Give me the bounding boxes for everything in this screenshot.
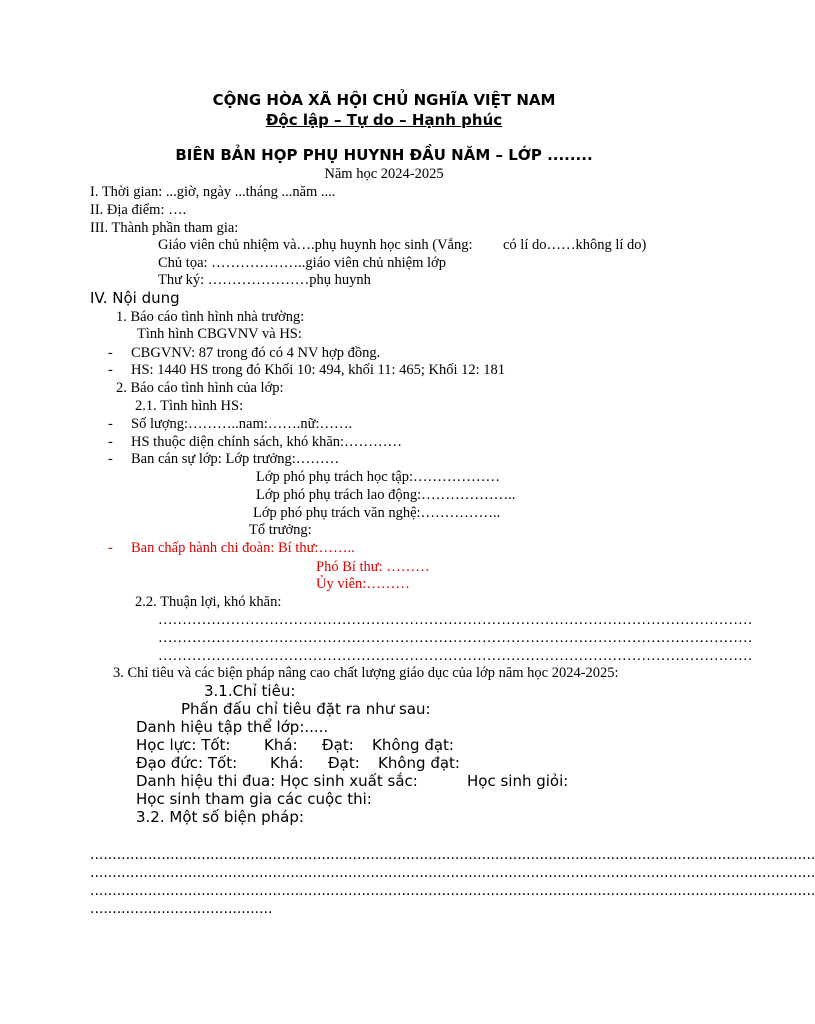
conduct-fair: Khá:	[270, 754, 304, 772]
officer-arts: Lớp phó phụ trách văn nghệ:……………..	[253, 505, 501, 521]
section-content: IV. Nội dung	[90, 289, 180, 307]
student-count: HS: 1440 HS trong đó Khối 10: 494, khối 11: 465; Khối 12: 181	[131, 362, 506, 378]
dotted-fill-line: ...................................................................................................................................................................	[90, 883, 815, 899]
section-participants: III. Thành phần tham gia:	[90, 220, 239, 236]
collective-title: Danh hiệu tập thể lớp:.....	[136, 718, 329, 736]
item2-title: 2. Báo cáo tình hình của lớp:	[116, 380, 284, 396]
bullet-dash: -	[108, 345, 113, 361]
participants-absence: có lí do……không lí do)	[503, 237, 647, 253]
bullet-dash: -	[108, 451, 113, 467]
bullet-dash: -	[108, 416, 113, 432]
bullet-dash: -	[108, 434, 113, 450]
item3-sub1: 3.1.Chỉ tiêu:	[204, 682, 296, 700]
academic-fair: Khá:	[264, 736, 298, 754]
dotted-fill-line: ……………………………………………………………………………………………………………	[158, 648, 753, 664]
document-title: BIÊN BẢN HỌP PHỤ HUYNH ĐẦU NĂM – LỚP ........	[175, 146, 593, 164]
dotted-fill-line: ...................................................................................................................................................................	[90, 865, 815, 881]
participants-line: Giáo viên chủ nhiệm và….phụ huynh học sinh (Vắng:	[158, 237, 473, 253]
targets-lead: Phấn đấu chỉ tiêu đặt ra như sau:	[181, 700, 431, 718]
officer-labor: Lớp phó phụ trách lao động:………………..	[256, 487, 516, 503]
academic-fail: Không đạt:	[372, 736, 454, 754]
staff-count: CBGVNV: 87 trong đó có 4 NV hợp đồng.	[131, 345, 381, 361]
contest-participants: Học sinh tham gia các cuộc thi:	[136, 790, 372, 808]
policy-students: HS thuộc diện chính sách, khó khăn:…………	[131, 434, 403, 450]
academic-good: Học lực: Tốt:	[136, 736, 231, 754]
emulation-good: Học sinh giỏi:	[467, 772, 569, 790]
item1-subtitle: Tình hình CBGVNV và HS:	[137, 326, 302, 342]
union-secretary: Ban chấp hành chi đoàn: Bí thư:……..	[131, 540, 355, 556]
academic-pass: Đạt:	[322, 736, 354, 754]
item1-title: 1. Báo cáo tình hình nhà trường:	[116, 309, 305, 325]
school-year: Năm học 2024-2025	[324, 166, 444, 182]
class-size: Số lượng:………..nam:…….nữ:…….	[131, 416, 353, 432]
emulation-excellent: Danh hiệu thi đua: Học sinh xuất sắc:	[136, 772, 418, 790]
dotted-fill-line: ...................................................................................................................................................................	[90, 847, 815, 863]
union-vice-secretary: Phó Bí thư: ………	[316, 559, 430, 575]
item2-advantages: 2.2. Thuận lợi, khó khăn:	[135, 594, 282, 610]
conduct-fail: Không đạt:	[378, 754, 460, 772]
item3-sub2: 3.2. Một số biện pháp:	[136, 808, 304, 826]
bullet-dash: -	[108, 362, 113, 378]
section-place: II. Địa điểm: ….	[90, 202, 187, 218]
national-motto: Độc lập – Tự do – Hạnh phúc	[265, 111, 503, 129]
chairperson-line: Chủ tọa: ………………..giáo viên chủ nhiệm lớp	[158, 255, 446, 271]
conduct-good: Đạo đức: Tốt:	[136, 754, 238, 772]
dotted-fill-line: .........................................	[90, 901, 273, 917]
officer-study: Lớp phó phụ trách học tập:………………	[256, 469, 501, 485]
union-member: Ủy viên:………	[316, 576, 410, 592]
dotted-fill-line: ……………………………………………………………………………………………………………	[158, 630, 753, 646]
bullet-dash: -	[108, 540, 113, 556]
section-time: I. Thời gian: ...giờ, ngày ...tháng ...năm ....	[90, 184, 336, 200]
class-monitor: Ban cán sự lớp: Lớp trưởng:………	[131, 451, 340, 467]
item2-subtitle: 2.1. Tình hình HS:	[135, 398, 244, 414]
group-leader: Tổ trưởng:	[249, 522, 312, 538]
conduct-pass: Đạt:	[328, 754, 360, 772]
item3-title: 3. Chỉ tiêu và các biện pháp nâng cao chất lượng giáo dục của lớp năm học 2024-2025:	[113, 665, 619, 681]
country-name: CỘNG HÒA XÃ HỘI CHỦ NGHĨA VIỆT NAM	[212, 91, 556, 109]
secretary-line: Thư ký: …………………phụ huynh	[158, 272, 371, 288]
dotted-fill-line: ……………………………………………………………………………………………………………	[158, 612, 753, 628]
